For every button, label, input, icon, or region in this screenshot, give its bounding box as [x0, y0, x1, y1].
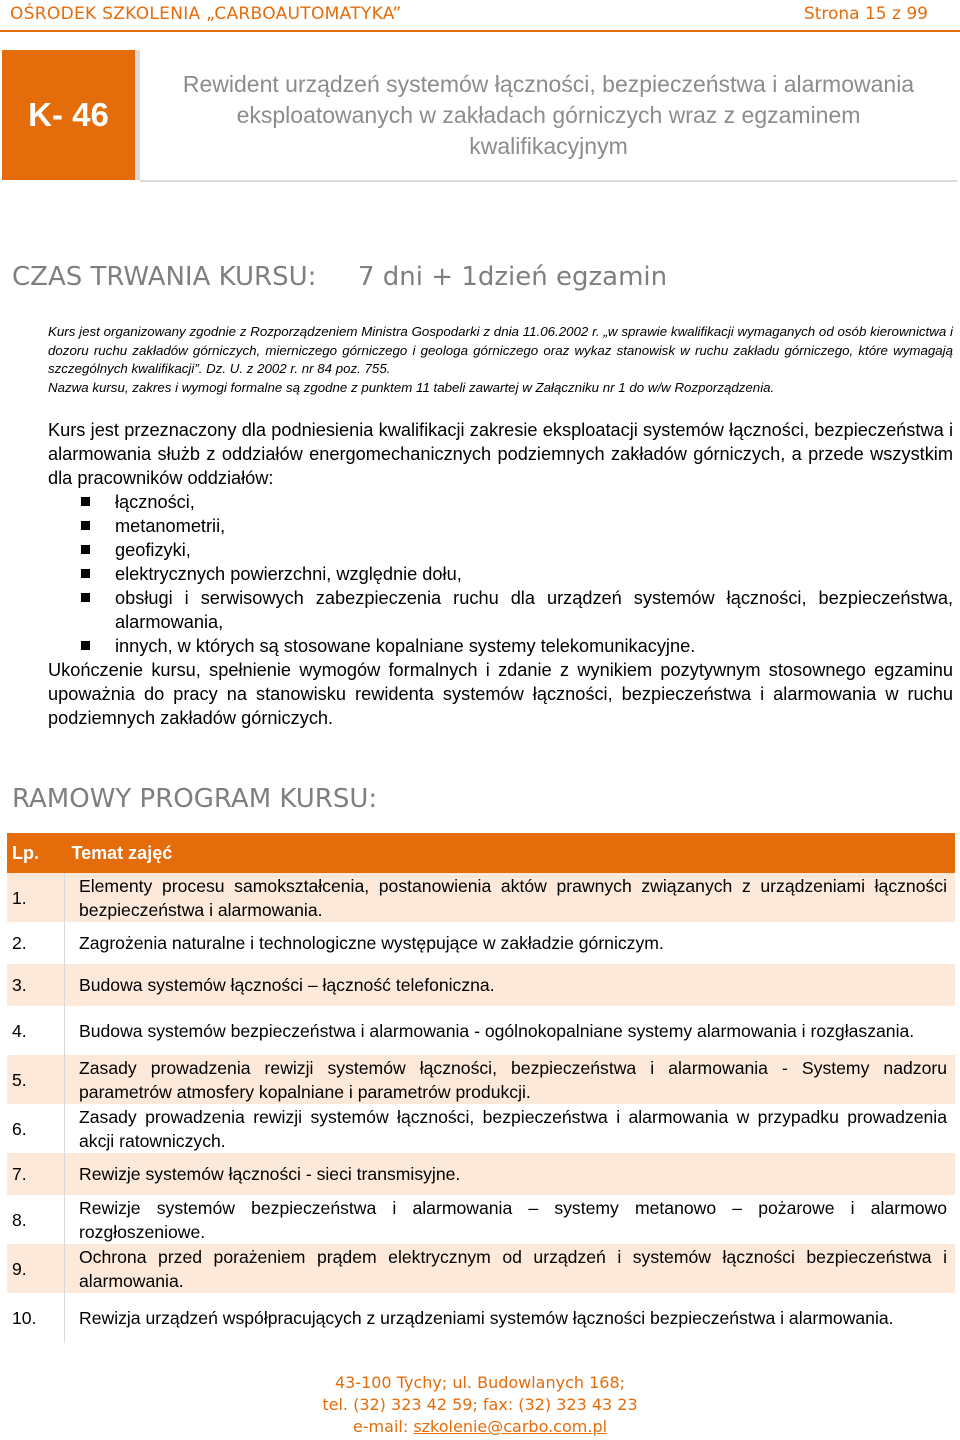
duration-value: 7 dni + 1dzień egzamin — [358, 262, 668, 292]
row-number: 1. — [7, 873, 65, 922]
page-footer — [0, 1372, 960, 1438]
legal-paragraph: Kurs jest organizowany zgodnie z Rozporządzeniem Ministra Gospodarki z dnia 11.06.2002 r. „w sprawie kwalifikacji wymaganych od osób kierownictwa i dozoru ruchu zakładów górniczych, mierniczego górniczego i geologa górniczego oraz wykaz stanowisk w ruchu zakładu górniczego, które wymagają szczególnych kwalifikacji”. Dz. U. z 2002 r. nr 84 poz. 755. — [48, 324, 953, 376]
row-number: 6. — [7, 1104, 65, 1153]
table-header-row — [7, 833, 955, 873]
row-number: 8. — [7, 1195, 65, 1244]
column-header-lp: Lp. — [7, 833, 65, 873]
square-bullet-icon — [81, 545, 90, 554]
square-bullet-icon — [81, 569, 90, 578]
footer-email-label: e-mail: — [352, 1417, 414, 1436]
row-number: 7. — [7, 1153, 65, 1195]
department-list — [48, 490, 953, 658]
footer-address: 43-100 Tychy; ul. Budowlanych 168; — [334, 1373, 626, 1392]
square-bullet-icon — [81, 521, 90, 530]
course-title — [140, 69, 957, 162]
row-topic: Elementy procesu samokształcenia, postanowienia aktów prawnych związanych z urządzeniami łączności bezpieczeństwa i alarmowania. — [65, 873, 956, 922]
table-row — [7, 922, 955, 964]
list-item: obsługi i serwisowych zabezpieczenia ruchu dla urządzeń systemów łączności, bezpieczeństwa, alarmowania, — [48, 586, 953, 634]
row-topic: Rewizje systemów łączności - sieci transmisyjne. — [65, 1153, 956, 1195]
list-item: elektrycznych powierzchni, względnie dołu, — [48, 562, 953, 586]
row-topic: Rewizja urządzeń współpracujących z urządzeniami systemów łączności bezpieczeństwa i alarmowania. — [65, 1293, 956, 1343]
list-item: geofizyki, — [48, 538, 953, 562]
list-item: łączności, — [48, 490, 953, 514]
square-bullet-icon — [81, 593, 90, 602]
course-title-line-1: Rewident urządzeń systemów łączności, bezpieczeństwa i alarmowania — [182, 70, 915, 97]
table-row — [7, 1293, 955, 1343]
course-banner — [2, 50, 957, 180]
course-code: K- 46 — [28, 96, 109, 133]
footer-phone: tel. (32) 323 42 59; fax: (32) 323 43 23 — [322, 1395, 638, 1414]
program-title: RAMOWY PROGRAM KURSU: — [12, 784, 378, 814]
legal-note: Nazwa kursu, zakres i wymogi formalne są zgodne z punktem 11 tabeli zawartej w Załączniku nr 1 do w/w Rozporządzenia. — [48, 379, 775, 395]
legal-basis — [48, 323, 953, 397]
email-link[interactable]: szkolenie@carbo.com.pl — [413, 1417, 608, 1436]
row-topic: Budowa systemów bezpieczeństwa i alarmowania - ogólnokopalniane systemy alarmowania i rozgłaszania. — [65, 1006, 956, 1055]
list-item: innych, w których są stosowane kopalniane systemy telekomunikacyjne. — [48, 634, 953, 658]
table-row — [7, 1055, 955, 1104]
row-topic: Rewizje systemów bezpieczeństwa i alarmowania – systemy metanowo – pożarowe i alarmowo rozgłoszeniowe. — [65, 1195, 956, 1244]
row-number: 3. — [7, 964, 65, 1006]
completion-paragraph: Ukończenie kursu, spełnienie wymogów formalnych i zdanie z wynikiem pozytywnym stosownego egzaminu upoważnia do pracy na stanowisku rewidenta systemów łączności, bezpieczeństwa i alarmowania w ruchu podziemnych zakładów górniczych. — [48, 660, 953, 728]
square-bullet-icon — [81, 497, 90, 506]
program-table — [7, 833, 955, 1343]
row-topic: Ochrona przed porażeniem prądem elektrycznym od urządzeń i systemów łączności bezpieczeństwa i alarmowania. — [65, 1244, 956, 1293]
page-header — [0, 0, 960, 32]
row-number: 5. — [7, 1055, 65, 1104]
list-item: metanometrii, — [48, 514, 953, 538]
row-topic: Zasady prowadzenia rewizji systemów łączności, bezpieczeństwa i alarmowania w przypadku prowadzenia akcji ratowniczych. — [65, 1104, 956, 1153]
row-number: 10. — [7, 1293, 65, 1343]
row-number: 9. — [7, 1244, 65, 1293]
organization-name: OŚRODEK SZKOLENIA „CARBOAUTOMATYKA” — [10, 4, 402, 24]
course-description — [48, 418, 953, 730]
row-topic: Zagrożenia naturalne i technologiczne występujące w zakładzie górniczym. — [65, 922, 956, 964]
course-duration — [12, 262, 667, 292]
footer-email-line — [0, 1416, 960, 1438]
square-bullet-icon — [81, 641, 90, 650]
course-code-box — [2, 50, 135, 180]
table-row — [7, 1244, 955, 1293]
column-header-topic: Temat zajęć — [65, 833, 956, 873]
row-topic: Budowa systemów łączności – łączność telefoniczna. — [65, 964, 956, 1006]
table-row — [7, 1006, 955, 1055]
table-row — [7, 1104, 955, 1153]
page-number: Strona 15 z 99 — [803, 4, 928, 24]
table-row — [7, 1195, 955, 1244]
duration-label: CZAS TRWANIA KURSU: — [12, 262, 317, 292]
table-row — [7, 964, 955, 1006]
row-topic: Zasady prowadzenia rewizji systemów łączności, bezpieczeństwa i alarmowania - Systemy nadzoru parametrów atmosfery kopalniane i parametrów produkcji. — [65, 1055, 956, 1104]
table-row — [7, 873, 955, 922]
course-title-line-2: eksploatowanych w zakładach górniczych wraz z egzaminem kwalifikacyjnym — [236, 101, 861, 159]
row-number: 4. — [7, 1006, 65, 1055]
description-paragraph: Kurs jest przeznaczony dla podniesienia kwalifikacji zakresie eksploatacji systemów łączności, bezpieczeństwa i alarmowania służb z oddziałów energomechanicznych podziemnych zakładów górniczych, a przede wszystkim dla pracowników oddziałów: — [48, 420, 953, 488]
table-row — [7, 1153, 955, 1195]
course-title-box — [140, 50, 957, 182]
row-number: 2. — [7, 922, 65, 964]
